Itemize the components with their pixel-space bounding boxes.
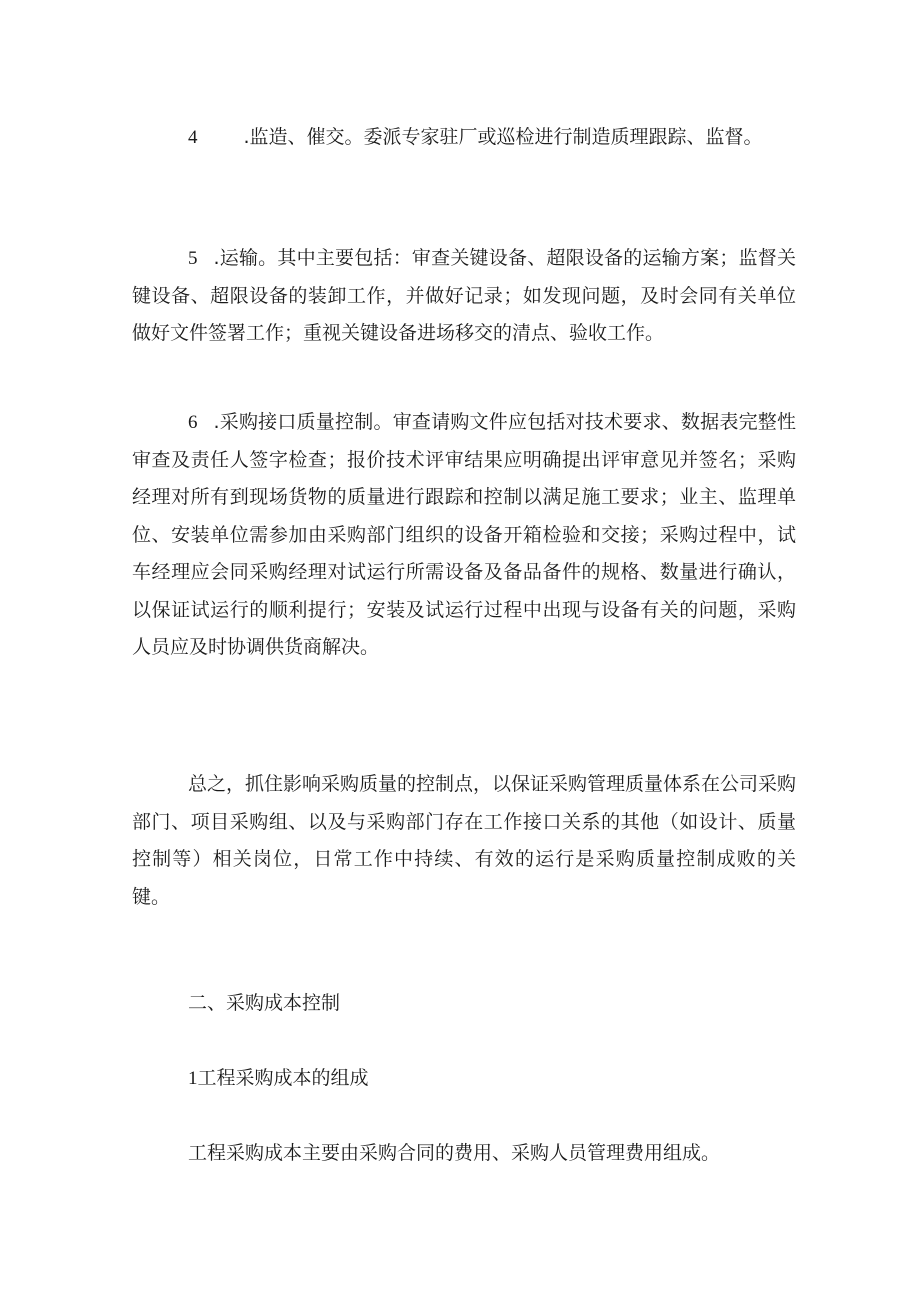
subheading-number: 1 (188, 1068, 198, 1089)
final-paragraph: 工程采购成本主要由采购合同的费用、采购人员管理费用组成。 (188, 1142, 721, 1164)
paragraph-text: .运输。其中主要包括：审查关键设备、超限设备的运输方案；监督关键设备、超限设备的装卸工作，并做好记录；如发现问题，及时会同有关单位做好文件签署工作；重视关键设备进场移交的清点、验收工作。 (132, 247, 796, 344)
paragraph-text: 总之，抓住影响采购质量的控制点，以保证采购管理质量体系在公司采购部门、项目采购组、以及与采购部门存在工作接口关系的其他（如设计、质量控制等）相关岗位，日常工作中持续、有效的运行是采购质量控制成败的关键。 (132, 773, 797, 908)
paragraph-item-6 (132, 404, 796, 667)
item-number: 6 (188, 412, 198, 433)
paragraph-item-5 (132, 240, 796, 353)
section-heading: 二、采购成本控制 (188, 992, 341, 1014)
paragraph-text: .监造、催交。委派专家驻厂或巡检进行制造质理跟踪、监督。 (243, 126, 763, 148)
subheading (188, 1060, 369, 1098)
paragraph-text: .采购接口质量控制。审查请购文件应包括对技术要求、数据表完整性审查及责任人签字检查；报价技术评审结果应明确提出评审意见并签名；采购经理对所有到现场货物的质量进行跟踪和控制以满足施工要求；业主、监理单位、安装单位需参加由采购部门组织的设备开箱检验和交接；采购过程中，试车经理应会同采购经理对试运行所需设备及备品备件的规格、数量进行确认，以保证试运行的顺利提行；安装及试运行过程中出现与设备有关的问题，采购人员应及时协调供货商解决。 (132, 411, 796, 658)
item-number: 5 (188, 248, 198, 269)
item-number: 4 (188, 127, 198, 148)
subheading-text: 工程采购成本的组成 (197, 1067, 369, 1089)
paragraph-summary (132, 766, 796, 916)
paragraph-item-4 (132, 119, 796, 157)
